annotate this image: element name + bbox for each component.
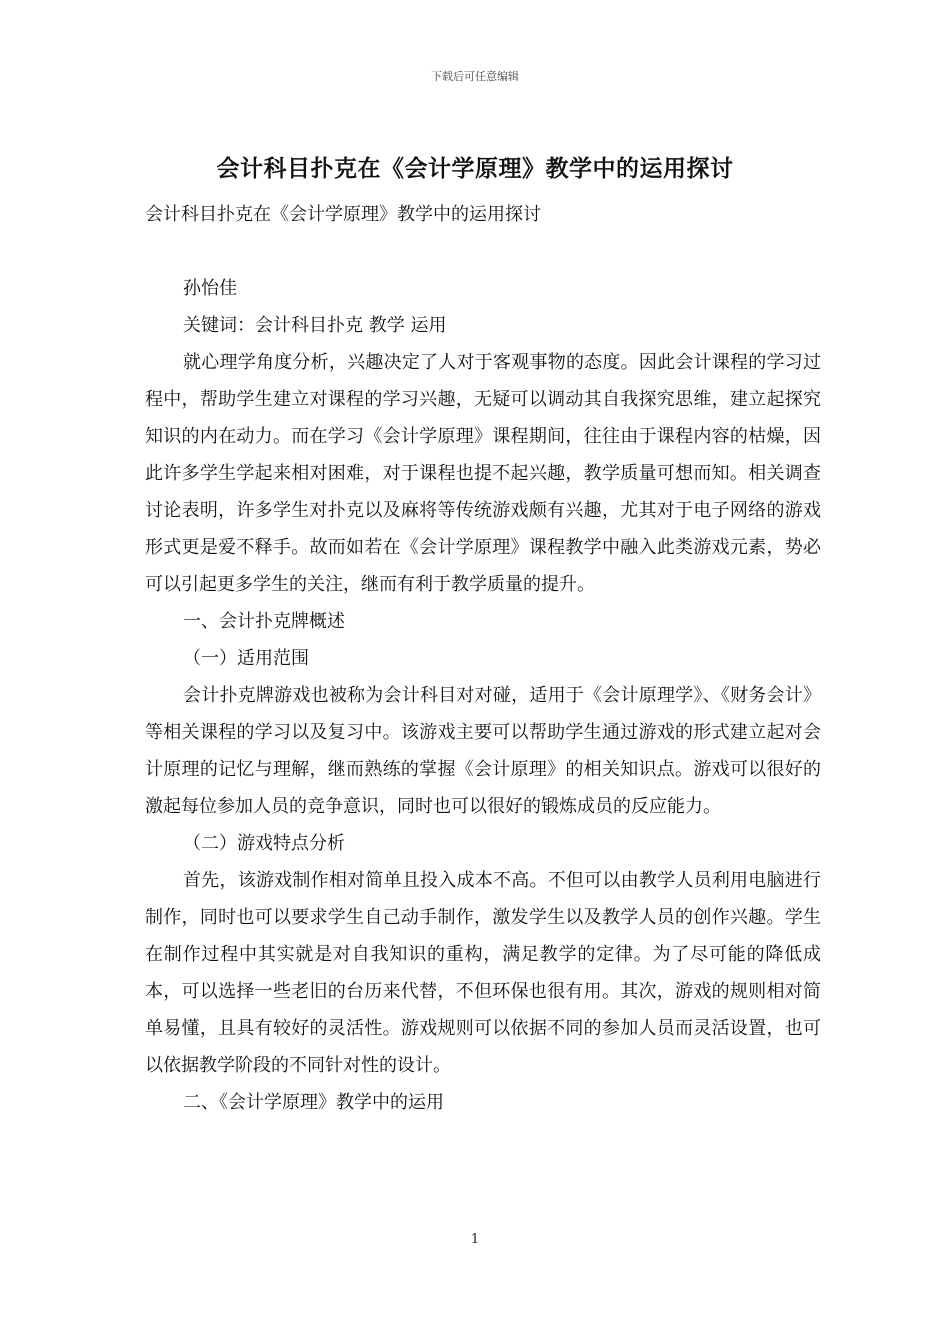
document-subtitle: 会计科目扑克在《会计学原理》教学中的运用探讨	[145, 204, 541, 225]
author-name: 孙怡佳	[183, 278, 237, 299]
document-title: 会计科目扑克在《会计学原理》教学中的运用探讨	[216, 156, 734, 182]
features-paragraph: 首先，该游戏制作相对简单且投入成本不高。不但可以由教学人员利用电脑进行制作，同时也可以要求学生自己动手制作，激发学生以及教学人员的创作兴趣。学生在制作过程中其实就是对自我知识的重构，满足教学的定律。为了尽可能的降低成本，可以选择一些老旧的台历来代替，不但环保也很有用。其次，游戏的规则相对简单易懂，且具有较好的灵活性。游戏规则可以依据不同的参加人员而灵活设置，也可以依据教学阶段的不同针对性的设计。	[145, 870, 821, 1076]
section-heading-2: 二、《会计学原理》教学中的运用	[183, 1092, 444, 1113]
document-body	[145, 196, 821, 1121]
keywords-line: 关键词：会计科目扑克 教学 运用	[183, 315, 447, 336]
blank-line	[145, 233, 821, 270]
page-number: 1	[470, 1232, 480, 1247]
scope-paragraph: 会计扑克牌游戏也被称为会计科目对对碰，适用于《会计原理学》、《财务会计》等相关课程的学习以及复习中。该游戏主要可以帮助学生通过游戏的形式建立起对会计原理的记忆与理解，继而熟练的掌握《会计原理》的相关知识点。游戏可以很好的激起每位参加人员的竞争意识，同时也可以很好的锻炼成员的反应能力。	[145, 685, 821, 817]
subsection-heading-1-1: （一）适用范围	[183, 648, 309, 669]
intro-paragraph: 就心理学角度分析，兴趣决定了人对于客观事物的态度。因此会计课程的学习过程中，帮助学生建立对课程的学习兴趣，无疑可以调动其自我探究思维，建立起探究知识的内在动力。而在学习《会计学原理》课程期间，往往由于课程内容的枯燥，因此许多学生学起来相对困难，对于课程也提不起兴趣，教学质量可想而知。相关调查讨论表明，许多学生对扑克以及麻将等传统游戏颇有兴趣，尤其对于电子网络的游戏形式更是爱不释手。故而如若在《会计学原理》课程教学中融入此类游戏元素，势必可以引起更多学生的关注，继而有利于教学质量的提升。	[145, 352, 821, 595]
subsection-heading-1-2: （二）游戏特点分析	[183, 833, 345, 854]
page-header: 下载后可任意编辑	[431, 70, 519, 83]
section-heading-1: 一、会计扑克牌概述	[183, 611, 345, 632]
